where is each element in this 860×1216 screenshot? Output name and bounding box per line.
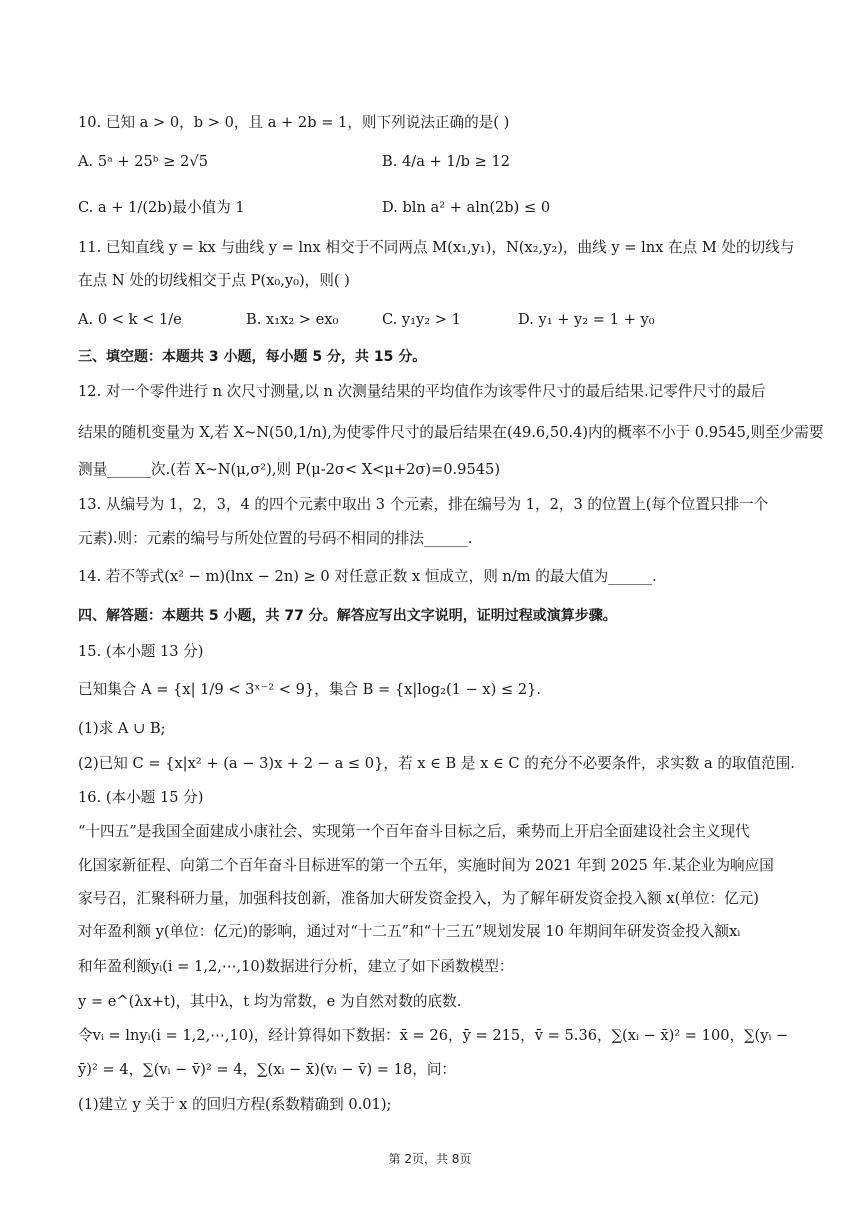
q16-line2: 化国家新征程、向第二个百年奋斗目标进军的第一个五年，实施时间为 2021 年到 2025 年.某企业为响应国: [78, 857, 774, 874]
q12-line1: 12. 对一个零件进行 n 次尺寸测量,以 n 次测量结果的平均值作为该零件尺寸的最后结果.记零件尺寸的最后: [78, 383, 766, 400]
q10-option-a: A. 5ᵃ + 25ᵇ ≥ 2√5: [78, 153, 209, 170]
q16-line6: y = e^(λx+t)，其中λ，t 均为常数，e 为自然对数的底数.: [78, 993, 462, 1010]
q15-part2: (2)已知 C = {x|x² + (a − 3)x + 2 − a ≤ 0}，若 x ∈ B 是 x ∈ C 的充分不必要条件，求实数 a 的取值范围.: [78, 755, 795, 772]
q16-heading: 16. (本小题 15 分): [78, 789, 204, 806]
q11-option-d: D. y₁ + y₂ = 1 + y₀: [518, 311, 655, 328]
q16-line5: 和年盈利额yᵢ(i = 1,2,⋯,10)数据进行分析，建立了如下函数模型：: [78, 958, 514, 975]
q16-line3: 家号召，汇聚科研力量，加强科技创新，准备加大研发资金投入，为了解年研发资金投入额 x(单位：亿元): [78, 890, 759, 907]
q10-stem: 10. 已知 a > 0，b > 0，且 a + 2b = 1，则下列说法正确的是( ): [78, 114, 510, 131]
q16-line1: “十四五”是我国全面建成小康社会、实现第一个百年奋斗目标之后，乘势而上开启全面建设社会主义现代: [78, 823, 750, 840]
q11-stem-line2: 在点 N 处的切线相交于点 P(x₀,y₀)，则( ): [78, 272, 350, 289]
q10-option-c: C. a + 1/(2b)最小值为 1: [78, 199, 245, 216]
q13-line2: 元素).则：元素的编号与所处位置的号码不相同的排法______.: [78, 530, 473, 547]
q13-line1: 13. 从编号为 1，2，3，4 的四个元素中取出 3 个元素，排在编号为 1，2，3 的位置上(每个位置只排一个: [78, 496, 769, 513]
q15-heading: 15. (本小题 13 分): [78, 643, 204, 660]
q10-option-d: D. bln a² + aln(2b) ≤ 0: [382, 199, 551, 216]
q16-part1: (1)建立 y 关于 x 的回归方程(系数精确到 0.01);: [78, 1096, 392, 1113]
q16-line4: 对年盈利额 y(单位：亿元)的影响，通过对“十二五”和“十三五”规划发展 10 年期间年研发资金投入额xᵢ: [78, 923, 741, 940]
q16-line7: 令vᵢ = lnyᵢ(i = 1,2,⋯,10)，经计算得如下数据：x̄ = 26，ȳ = 215，v̄ = 5.36，∑(xᵢ − x̄)² = 100，∑(yᵢ −: [78, 1027, 789, 1044]
q11-option-b: B. x₁x₂ > ex₀: [246, 311, 339, 328]
q11-option-c: C. y₁y₂ > 1: [382, 311, 461, 328]
q12-line3: 测量______次.(若 X~N(μ,σ²),则 P(μ-2σ< X<μ+2σ)=0.9545): [78, 461, 501, 478]
q16-line8: ȳ)² = 4，∑(vᵢ − v̄)² = 4，∑(xᵢ − x̄)(vᵢ − v̄) = 18，问：: [78, 1061, 457, 1078]
q15-part1: (1)求 A ∪ B;: [78, 720, 166, 737]
q15-stem: 已知集合 A = {x| 1/9 < 3ˣ⁻² < 9}，集合 B = {x|log₂(1 − x) ≤ 2}.: [78, 681, 542, 698]
q10-option-b: B. 4/a + 1/b ≥ 12: [382, 153, 511, 170]
page-footer: 第 2页，共 8页: [388, 1152, 472, 1166]
q11-stem-line1: 11. 已知直线 y = kx 与曲线 y = lnx 相交于不同两点 M(x₁,y₁)，N(x₂,y₂)，曲线 y = lnx 在点 M 处的切线与: [78, 239, 795, 256]
q14-stem: 14. 若不等式(x² − m)(lnx − 2n) ≥ 0 对任意正数 x 恒成立，则 n/m 的最大值为______.: [78, 568, 657, 585]
section-heading-fill-in: 三、填空题：本题共 3 小题，每小题 5 分，共 15 分。: [78, 349, 427, 365]
q12-line2: 结果的随机变量为 X,若 X~N(50,1/n),为使零件尺寸的最后结果在(49.6,50.4)内的概率不小于 0.9545,则至少需要: [78, 424, 824, 441]
section-heading-answer: 四、解答题：本题共 5 小题，共 77 分。解答应写出文字说明，证明过程或演算步骤。: [78, 608, 617, 624]
q11-option-a: A. 0 < k < 1/e: [78, 311, 182, 328]
